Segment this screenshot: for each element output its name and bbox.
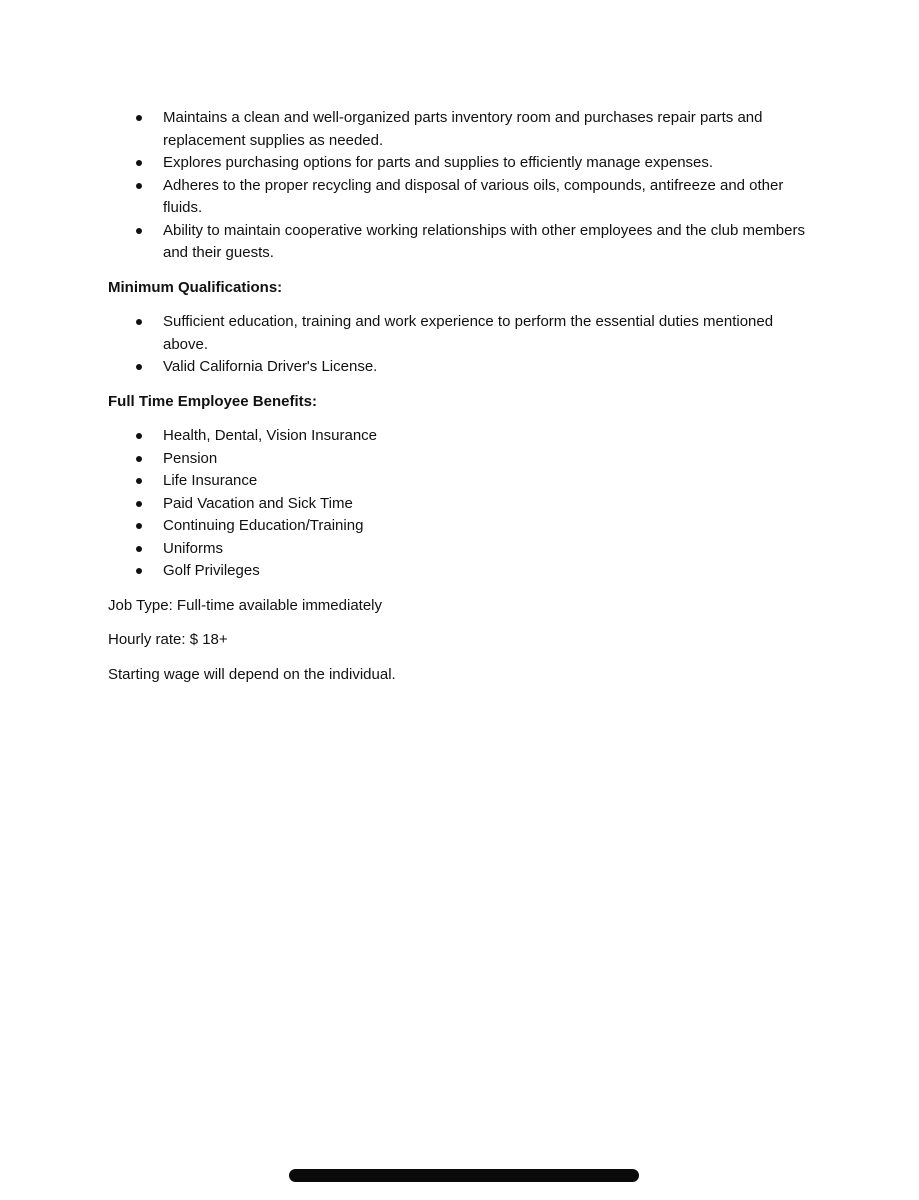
bullet-icon: [136, 364, 142, 370]
bullet-icon: [136, 523, 142, 529]
list-item-text: Uniforms: [163, 539, 224, 557]
home-indicator-bar[interactable]: [289, 1169, 639, 1182]
qualifications-list: [108, 311, 808, 379]
list-item-text: Health, Dental, Vision Insurance: [163, 427, 378, 444]
list-item: [108, 356, 808, 379]
list-item-text: Life Insurance: [163, 472, 258, 489]
bullet-icon: [136, 183, 142, 189]
list-item-text: Ability to maintain cooperative working relationships with other employees and the club members and their guests.: [163, 221, 805, 261]
benefits-list: [108, 425, 808, 583]
document-content: [108, 107, 808, 686]
list-item-text: Pension: [163, 449, 218, 467]
bullet-icon: [136, 501, 142, 507]
qualifications-heading: Minimum Qualifications:: [108, 278, 283, 296]
bullet-icon: [136, 228, 142, 234]
list-item: [108, 515, 808, 538]
list-item: [108, 560, 808, 583]
list-item: [108, 493, 808, 516]
list-item: [108, 175, 808, 220]
bullet-icon: [136, 546, 142, 552]
bullet-icon: [136, 568, 142, 574]
list-item-text: Paid Vacation and Sick Time: [163, 494, 353, 512]
list-item: [108, 448, 808, 471]
list-item-text: Golf Privileges: [163, 562, 260, 579]
list-item: [108, 425, 808, 448]
duties-list: [108, 107, 808, 265]
list-item-text: Explores purchasing options for parts and supplies to efficiently manage expenses.: [163, 154, 714, 171]
bullet-icon: [136, 456, 142, 462]
list-item-text: Adheres to the proper recycling and disposal of various oils, compounds, antifreeze and other fluids.: [163, 176, 784, 216]
bullet-icon: [136, 433, 142, 439]
list-item-text: Maintains a clean and well-organized parts inventory room and purchases repair parts and replacement supplies as needed.: [163, 109, 763, 149]
starting-wage-text: Starting wage will depend on the individual.: [108, 665, 396, 683]
list-item: [108, 107, 808, 152]
bullet-icon: [136, 115, 142, 121]
list-item: [108, 152, 808, 175]
benefits-heading: Full Time Employee Benefits:: [108, 392, 317, 410]
bullet-icon: [136, 478, 142, 484]
list-item: [108, 538, 808, 561]
list-item-text: Sufficient education, training and work experience to perform the essential duties mentioned above.: [163, 313, 774, 353]
bullet-icon: [136, 319, 142, 325]
list-item: [108, 470, 808, 493]
list-item-text: Continuing Education/Training: [163, 517, 364, 534]
job-type-text: Job Type: Full-time available immediately: [108, 596, 383, 614]
list-item-text: Valid California Driver's License.: [163, 358, 378, 375]
bullet-icon: [136, 160, 142, 166]
hourly-rate-text: Hourly rate: $ 18+: [108, 631, 228, 648]
list-item: [108, 311, 808, 356]
list-item: [108, 220, 808, 265]
